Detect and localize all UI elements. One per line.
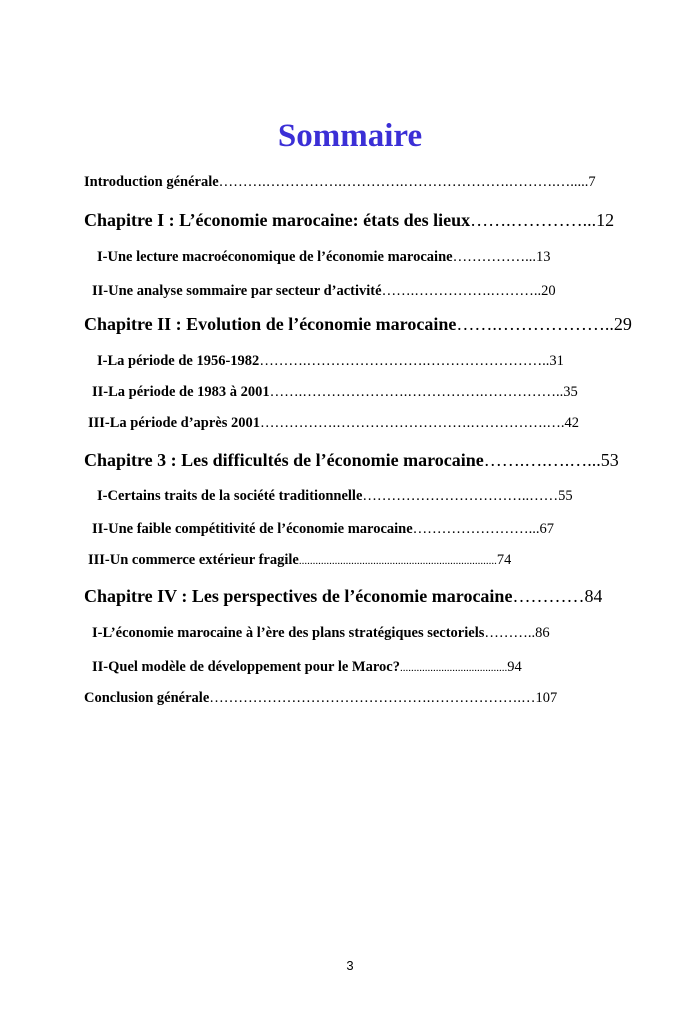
toc-leader-dots: …….…………….………. (381, 283, 538, 299)
toc-leader-dots: ……….…………….………….………………….……….…..... (218, 174, 589, 190)
toc-entry-label: Chapitre II : Evolution de l’économie marocaine (84, 314, 457, 334)
toc-entry-section[interactable] (92, 521, 554, 538)
toc-entry-label: II-Une analyse sommaire par secteur d’activité (92, 283, 382, 299)
toc-entry-label: II-La période de 1983 à 2001 (92, 384, 270, 400)
toc-entry-label: I-Certains traits de la société traditionnelle (97, 488, 363, 504)
toc-leader-dots: …….………………….…………….…………… (269, 384, 556, 400)
toc-entry-chapter-1[interactable] (84, 210, 614, 231)
toc-entry-page: .42 (560, 415, 579, 431)
toc-leader-dots: ……………………………..…… (362, 488, 559, 504)
toc-entry-label: I-La période de 1956-1982 (97, 353, 260, 369)
toc-leader-dots: ……………………………………….……………….… (209, 690, 536, 706)
toc-entry-introduction[interactable] (84, 174, 596, 191)
toc-leader-dots: ……….. (484, 625, 536, 641)
toc-entry-section[interactable] (97, 353, 564, 370)
toc-entry-page: 107 (535, 690, 558, 706)
toc-entry-section[interactable] (92, 283, 556, 300)
toc-entry-chapter-3[interactable] (84, 450, 619, 471)
toc-entry-page: 94 (507, 659, 522, 675)
toc-leader-dots: …………….……………………….…………….… (260, 415, 561, 431)
toc-leader-dots: ……………………... (412, 521, 540, 537)
toc-entry-section[interactable] (92, 659, 522, 676)
toc-leader-dots: ……….…………………….……………………. (259, 353, 546, 369)
toc-entry-label: Chapitre I : L’économie marocaine: états des lieux (84, 210, 471, 230)
page-number: 3 (346, 958, 354, 973)
toc-leader-dots: ....................................... (399, 662, 508, 674)
toc-entry-section[interactable] (92, 384, 578, 401)
toc-entry-page: 86 (535, 625, 550, 641)
toc-leader-dots: …….…………. (470, 210, 588, 230)
toc-leader-dots: ........................................................................ (298, 555, 497, 567)
toc-entry-section[interactable] (88, 552, 511, 569)
toc-leader-dots: ………… (512, 586, 585, 606)
toc-leader-dots: ……………... (452, 249, 536, 265)
toc-entry-page: ..12 (587, 210, 615, 230)
toc-entry-chapter-4[interactable] (84, 586, 602, 607)
toc-entry-section[interactable] (88, 415, 579, 432)
toc-entry-page: 67 (539, 521, 555, 537)
toc-entry-label: II-Quel modèle de développement pour le Maroc? (92, 659, 400, 675)
toc-entry-label: Introduction générale (84, 174, 219, 190)
toc-entry-page: ..53 (591, 450, 619, 470)
toc-entry-page: ..35 (556, 384, 578, 400)
toc-entry-chapter-2[interactable] (84, 314, 632, 335)
toc-entry-page: 74 (496, 552, 512, 568)
toc-entry-label: I-L’économie marocaine à l’ère des plans stratégiques sectoriels (92, 625, 485, 641)
toc-entry-page: .20 (537, 283, 556, 299)
toc-entry-label: Chapitre IV : Les perspectives de l’économie marocaine (84, 586, 513, 606)
toc-entry-section[interactable] (97, 249, 550, 266)
toc-entry-conclusion[interactable] (84, 690, 557, 707)
toc-leader-dots: …….….….…. (483, 450, 592, 470)
toc-entry-page: 84 (584, 586, 603, 606)
toc-entry-page: 55 (558, 488, 573, 504)
page-title: Sommaire (277, 118, 423, 154)
toc-entry-section[interactable] (97, 488, 573, 505)
toc-entry-label: Chapitre 3 : Les difficultés de l’économie marocaine (84, 450, 484, 470)
toc-entry-label: III-Un commerce extérieur fragile (88, 552, 299, 568)
toc-entry-page: .31 (545, 353, 564, 369)
toc-entry-page: 7 (588, 174, 596, 190)
toc-entry-label: III-La période d’après 2001 (88, 415, 260, 431)
toc-entry-section[interactable] (92, 625, 550, 642)
toc-entry-label: II-Une faible compétitivité de l’économie marocaine (92, 521, 413, 537)
toc-entry-page: ..29 (604, 314, 632, 334)
toc-entry-label: I-Une lecture macroéconomique de l’économie marocaine (97, 249, 453, 265)
toc-leader-dots: …….……………… (456, 314, 605, 334)
toc-entry-label: Conclusion générale (84, 690, 210, 706)
toc-entry-page: 13 (535, 249, 551, 265)
